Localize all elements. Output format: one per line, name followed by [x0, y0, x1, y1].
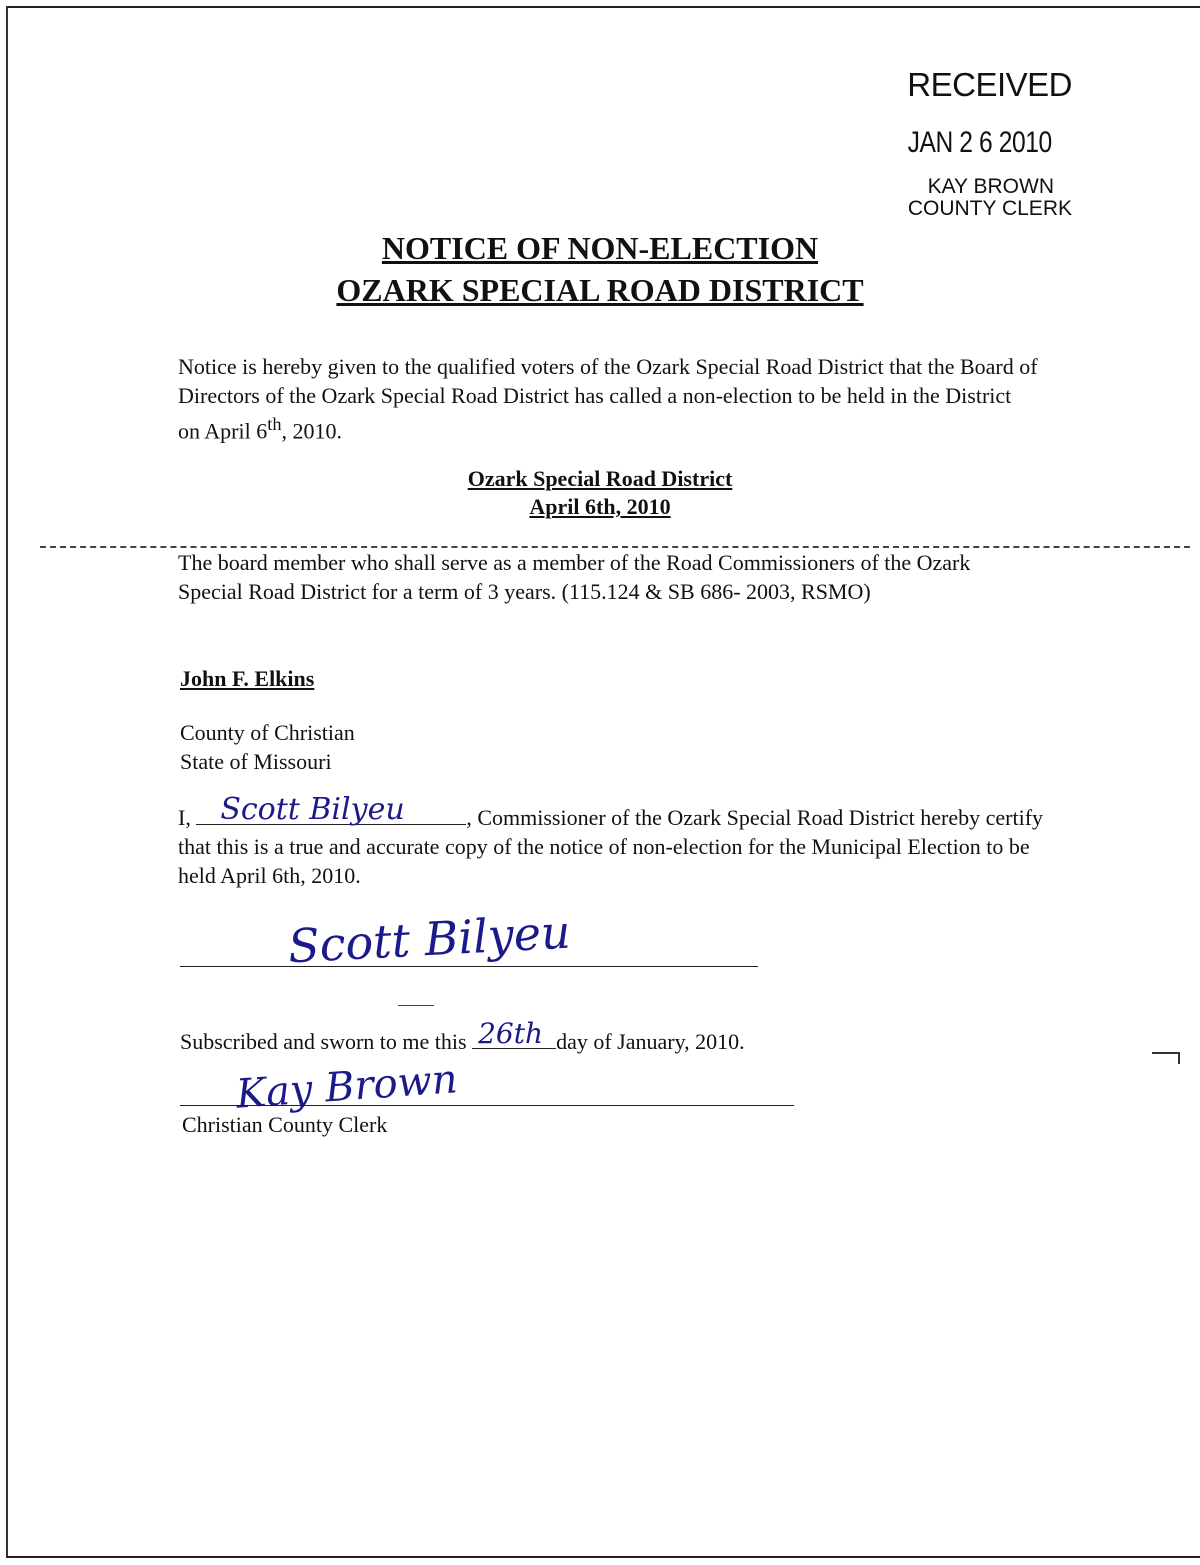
- received-stamp-label: RECEIVED: [907, 66, 1072, 103]
- county-line: County of Christian: [180, 720, 355, 745]
- clerk-signature-line: [180, 1105, 794, 1106]
- certification-paragraph: [178, 792, 1058, 890]
- document-title-line-2: OZARK SPECIAL ROAD DISTRICT: [336, 272, 864, 308]
- section-heading-district: Ozark Special Road District: [467, 466, 733, 491]
- sworn-statement: [180, 1017, 745, 1056]
- notice-superscript: th: [267, 414, 282, 434]
- sworn-day-blank: [472, 1017, 556, 1050]
- commissioner-signature-line: [180, 966, 758, 967]
- scan-edge-top: [6, 6, 1200, 8]
- sworn-prefix: Subscribed and sworn to me this: [180, 1029, 473, 1054]
- certification-prefix: I,: [178, 805, 197, 830]
- scan-margin-mark: [1152, 1052, 1180, 1054]
- received-stamp-date: JAN 2 6 2010: [907, 126, 1052, 159]
- clerk-signature: Kay Brown: [234, 1056, 459, 1118]
- board-member-paragraph: The board member who shall serve as a member of the Road Commissioners of the Ozark Special Road District for a term of 3 years. (115.124 & SB 686- 2003, RSMO): [178, 550, 971, 604]
- scan-small-dash: [398, 1005, 434, 1006]
- sworn-suffix: day of January, 2010.: [556, 1029, 745, 1054]
- certification-text: , Commissioner of the Ozark Special Road District hereby certify that this is a true and accurate copy of the notice of non-election for the Municipal Election to be held April 6th, 2010.: [178, 805, 1044, 888]
- commissioner-name-blank: [196, 792, 466, 827]
- handwritten-day: 26th: [478, 1017, 544, 1050]
- clerk-label: Christian County Clerk: [182, 1112, 388, 1137]
- section-heading-date: April 6th, 2010: [529, 494, 671, 519]
- commissioner-signature: Scott Bilyeu: [286, 904, 572, 974]
- received-stamp-title: COUNTY CLERK: [907, 197, 1072, 220]
- scan-edge-bottom: [6, 1556, 1200, 1558]
- candidate-name: John F. Elkins: [180, 666, 315, 691]
- received-stamp-name: KAY BROWN: [927, 175, 1054, 198]
- notice-text: Notice is hereby given to the qualified voters of the Ozark Special Road District that the Board of Directors of the Ozark Special Road District has called a non-election to be held in the District on April 6: [178, 354, 1038, 444]
- scan-edge-left: [6, 6, 8, 1556]
- state-line: State of Missouri: [180, 749, 332, 774]
- notice-paragraph: [178, 352, 1038, 445]
- notice-text-end: , 2010.: [281, 418, 342, 444]
- handwritten-commissioner-name: Scott Bilyeu: [220, 792, 405, 827]
- document-title-line-1: NOTICE OF NON-ELECTION: [381, 230, 819, 266]
